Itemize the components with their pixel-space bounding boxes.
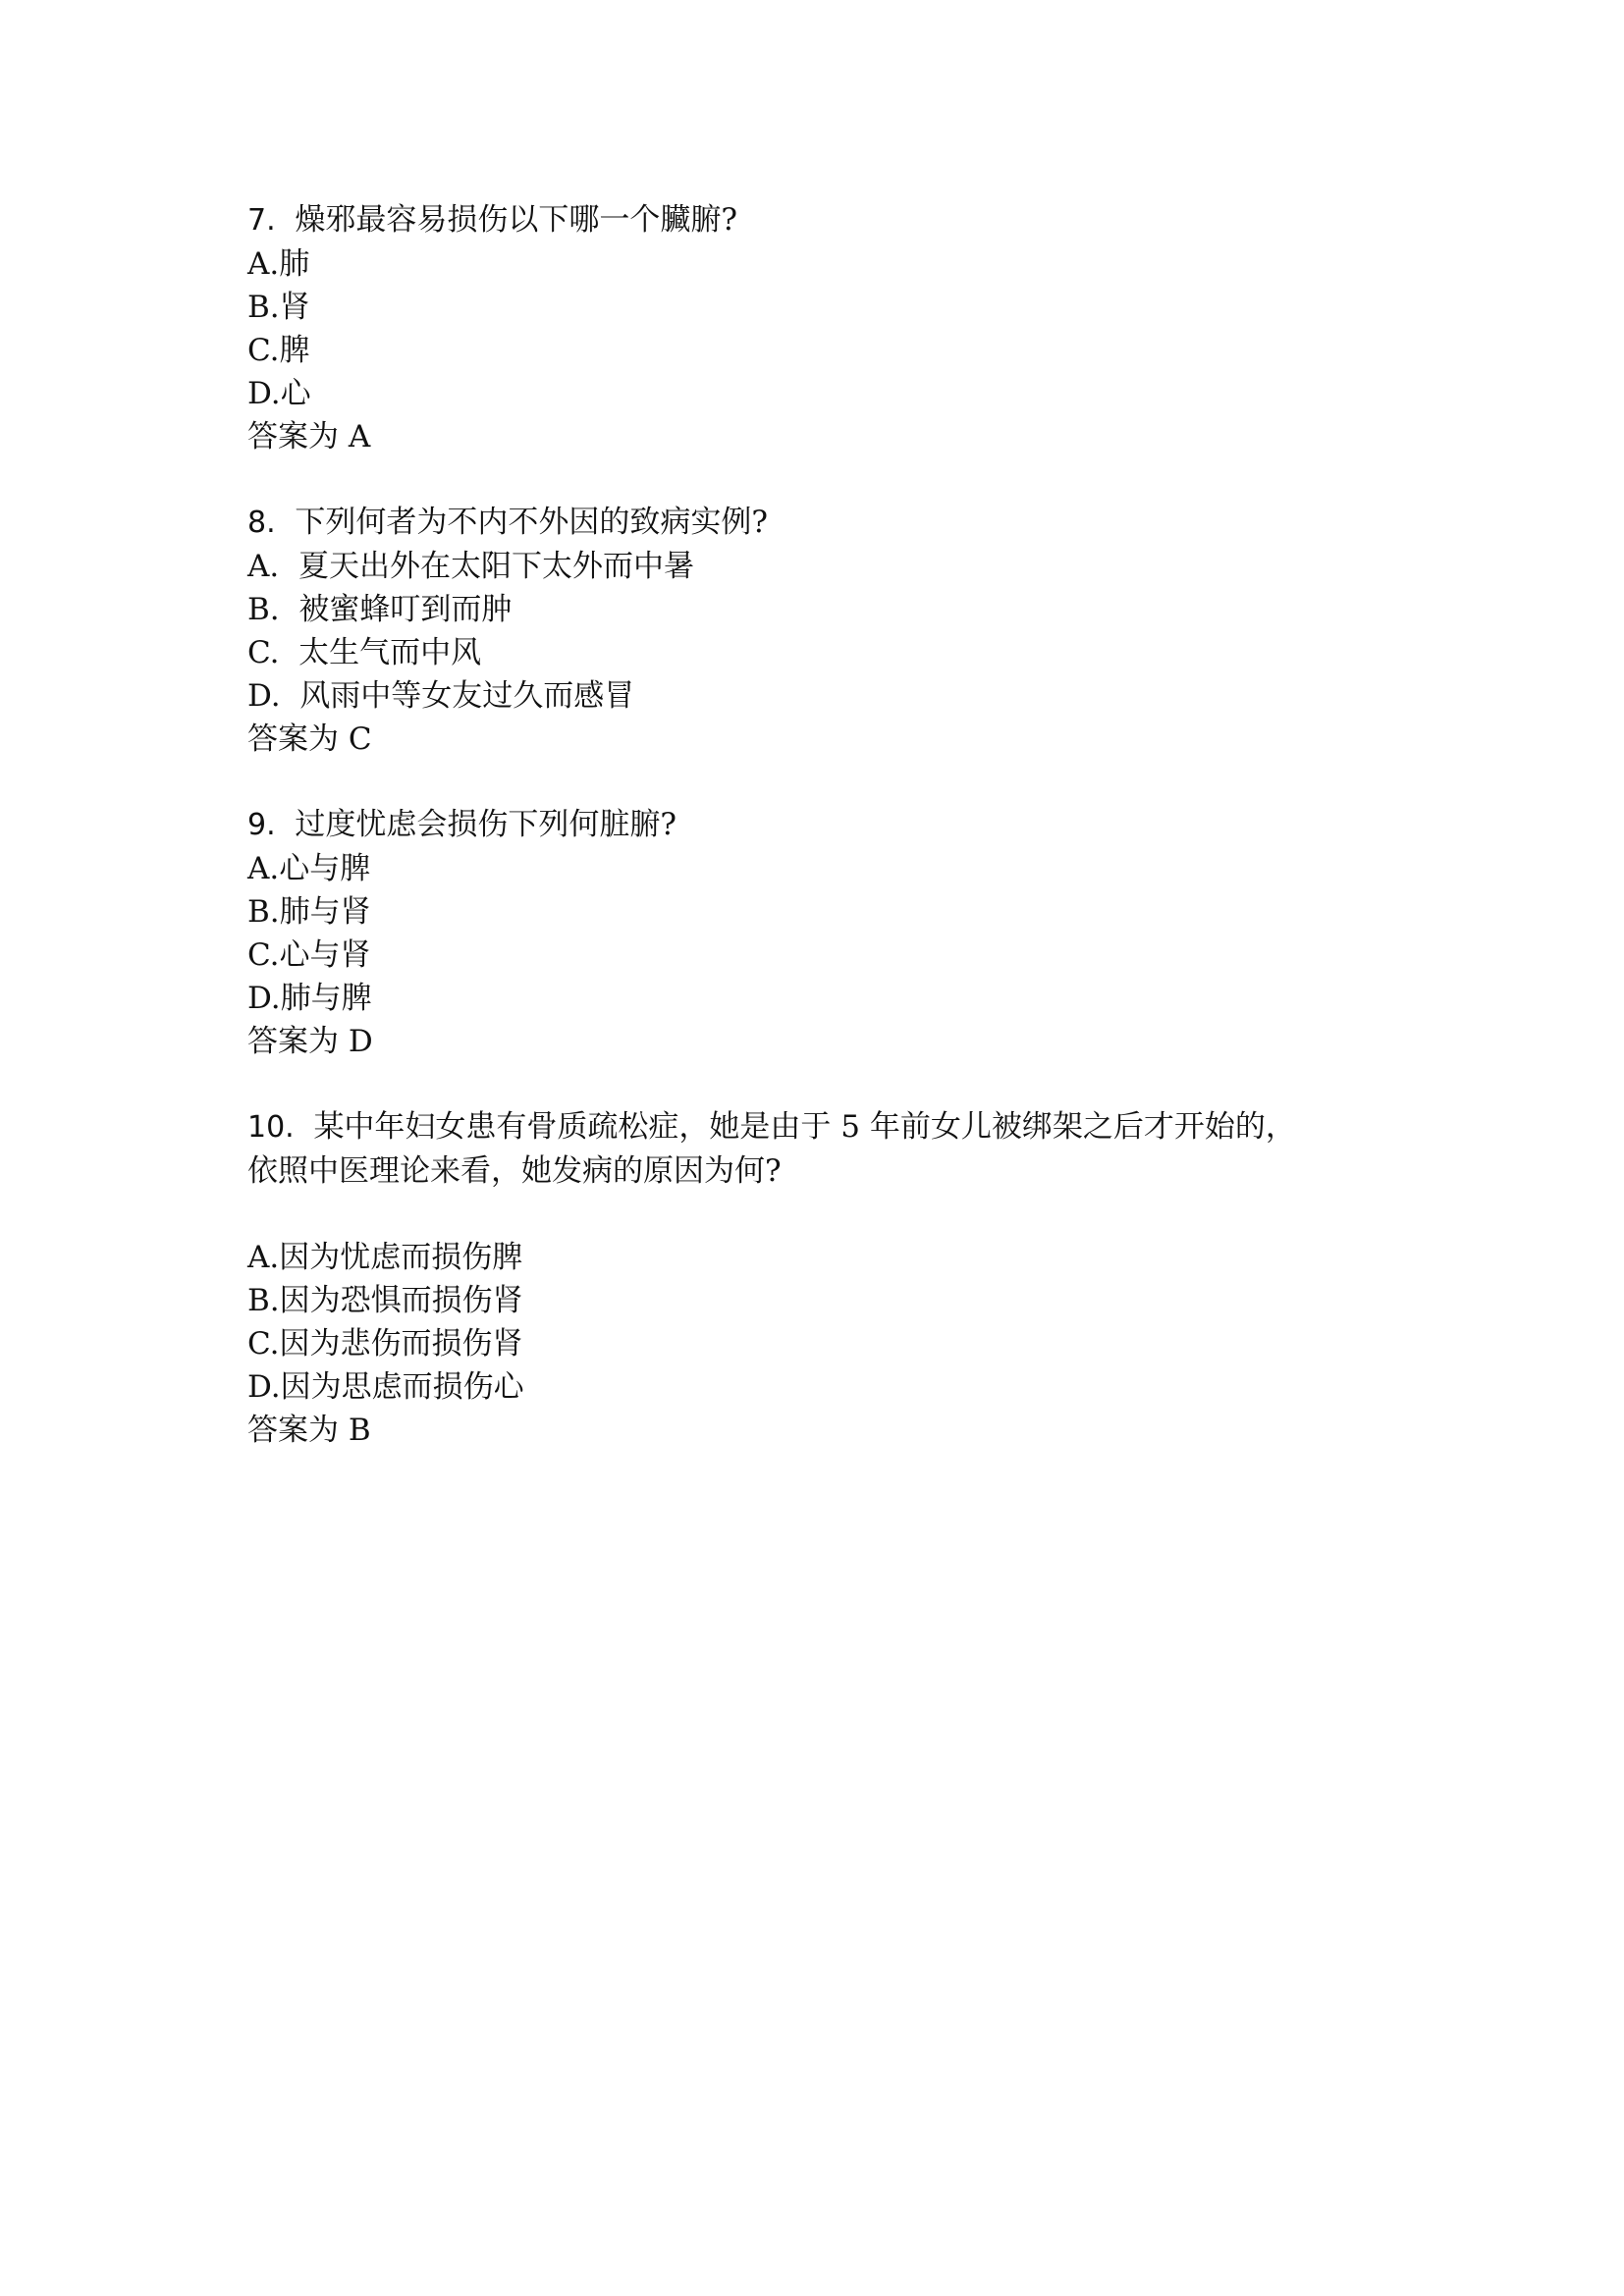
option-b: B.肾 <box>247 290 310 325</box>
document-page <box>247 198 1426 1494</box>
blank-line <box>247 1193 1426 1236</box>
question-number: 10. <box>247 1110 295 1145</box>
question-number: 9. <box>247 808 276 842</box>
option-c: C.因为悲伤而损伤肾 <box>247 1326 523 1362</box>
option-c: C.心与肾 <box>247 937 371 973</box>
question-9 <box>247 803 1426 1063</box>
answer: 答案为 A <box>247 419 371 454</box>
question-number: 7. <box>247 203 276 238</box>
option-c: C. 太生气而中风 <box>247 635 482 670</box>
answer: 答案为 C <box>247 721 372 757</box>
option-a: A.肺 <box>247 246 310 282</box>
question-stem-line-2: 依照中医理论来看，她发病的原因为何? <box>247 1153 782 1189</box>
option-b: B.因为恐惧而损伤肾 <box>247 1283 523 1318</box>
option-a: A.心与脾 <box>247 851 371 886</box>
answer: 答案为 D <box>247 1024 373 1059</box>
option-a: A.因为忧虑而损伤脾 <box>247 1240 523 1275</box>
option-c: C.脾 <box>247 333 310 368</box>
answer: 答案为 B <box>247 1413 371 1448</box>
option-d: D.心 <box>247 376 311 411</box>
option-d: D. 风雨中等女友过久而感冒 <box>247 678 635 714</box>
option-d: D.肺与脾 <box>247 981 372 1016</box>
option-d: D.因为思虑而损伤心 <box>247 1369 524 1405</box>
question-text <box>247 803 1426 847</box>
question-stem: 下列何者为不内不外因的致病实例? <box>295 505 768 540</box>
question-10 <box>247 1105 1426 1452</box>
option-a: A. 夏天出外在太阳下太外而中暑 <box>247 549 694 584</box>
question-stem-line-1: 某中年妇女患有骨质疏松症，她是由于 5 年前女儿被绑架之后才开始的， <box>313 1109 1296 1145</box>
question-text <box>247 501 1426 545</box>
question-text <box>247 1105 1426 1149</box>
option-b: B. 被蜜蜂叮到而肿 <box>247 592 513 627</box>
option-b: B.肺与肾 <box>247 894 371 930</box>
question-7 <box>247 198 1426 458</box>
question-stem: 过度忧虑会损伤下列何脏腑? <box>295 807 677 842</box>
question-stem: 燥邪最容易损伤以下哪一个臟腑? <box>295 202 737 238</box>
question-number: 8. <box>247 506 276 540</box>
question-8 <box>247 501 1426 761</box>
question-text <box>247 198 1426 242</box>
